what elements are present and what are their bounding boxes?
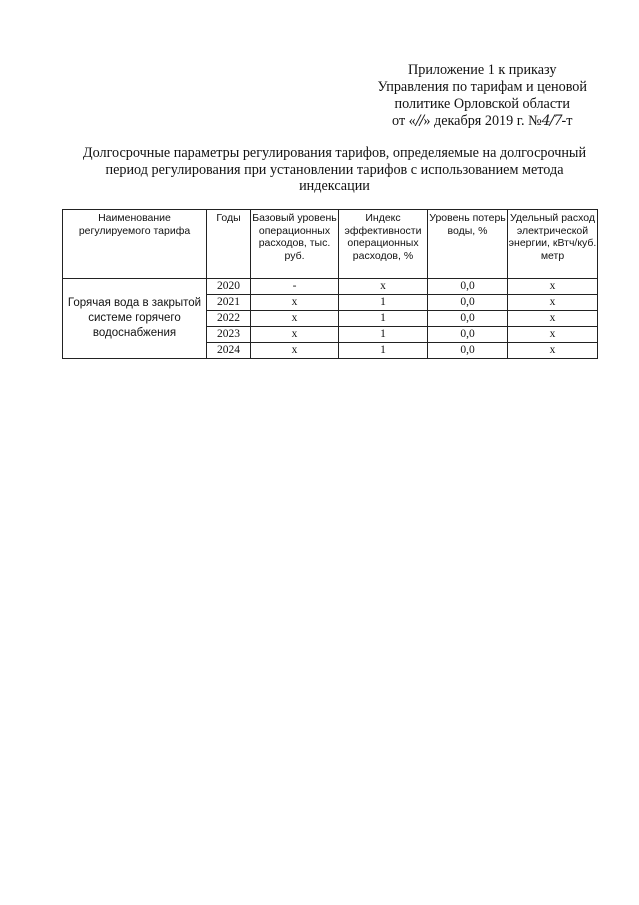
header-water-loss: Уровень потерь воды, % [428, 210, 508, 279]
header-order-suffix: -т [561, 113, 573, 129]
energy-cell: х [508, 295, 598, 311]
table-row [63, 279, 598, 295]
base-level-cell: х [251, 343, 339, 359]
energy-cell: х [508, 279, 598, 295]
header-date-day: // [415, 113, 424, 129]
base-level-cell: х [251, 295, 339, 311]
year-cell: 2021 [207, 295, 251, 311]
tariff-name-cell: Горячая вода в закрытой системе горячего водоснабжения [63, 279, 207, 359]
base-level-cell: х [251, 311, 339, 327]
appendix-header [377, 62, 587, 130]
efficiency-index-cell: 1 [339, 311, 428, 327]
base-level-cell: - [251, 279, 339, 295]
header-energy: Удельный расход электрической энергии, кВтч/куб. метр [508, 210, 598, 279]
year-cell: 2022 [207, 311, 251, 327]
water-loss-cell: 0,0 [428, 295, 508, 311]
header-line-2: Управления по тарифам и ценовой [377, 79, 587, 95]
energy-cell: х [508, 311, 598, 327]
parameters-table [62, 209, 598, 359]
document-title [62, 145, 607, 195]
header-base-level: Базовый уровень операционных расходов, тыс. руб. [251, 210, 339, 279]
efficiency-index-cell: 1 [339, 327, 428, 343]
header-efficiency-index: Индекс эффективности операционных расходов, % [339, 210, 428, 279]
water-loss-cell: 0,0 [428, 327, 508, 343]
table-header-row [63, 210, 598, 279]
header-line-4 [377, 113, 587, 130]
title-line-2: период регулирования при установлении тарифов с использованием метода [105, 161, 564, 178]
header-date-prefix: от « [392, 113, 416, 129]
year-cell: 2023 [207, 327, 251, 343]
header-line-3: политике Орловской области [394, 96, 570, 112]
water-loss-cell: 0,0 [428, 343, 508, 359]
year-cell: 2024 [207, 343, 251, 359]
base-level-cell: х [251, 327, 339, 343]
title-line-1: Долгосрочные параметры регулирования тарифов, определяемые на долгосрочный [82, 145, 587, 161]
energy-cell: х [508, 343, 598, 359]
energy-cell: х [508, 327, 598, 343]
efficiency-index-cell: х [339, 279, 428, 295]
header-years: Годы [207, 210, 251, 279]
year-cell: 2020 [207, 279, 251, 295]
header-date-mid: » декабря 2019 г. № [423, 113, 542, 129]
efficiency-index-cell: 1 [339, 343, 428, 359]
header-tariff-name: Наименование регулируемого тарифа [63, 210, 207, 279]
header-line-1: Приложение 1 к приказу [408, 62, 557, 78]
water-loss-cell: 0,0 [428, 311, 508, 327]
efficiency-index-cell: 1 [339, 295, 428, 311]
water-loss-cell: 0,0 [428, 279, 508, 295]
header-order-number: 4/7 [541, 113, 562, 129]
title-line-3: индексации [299, 178, 370, 194]
